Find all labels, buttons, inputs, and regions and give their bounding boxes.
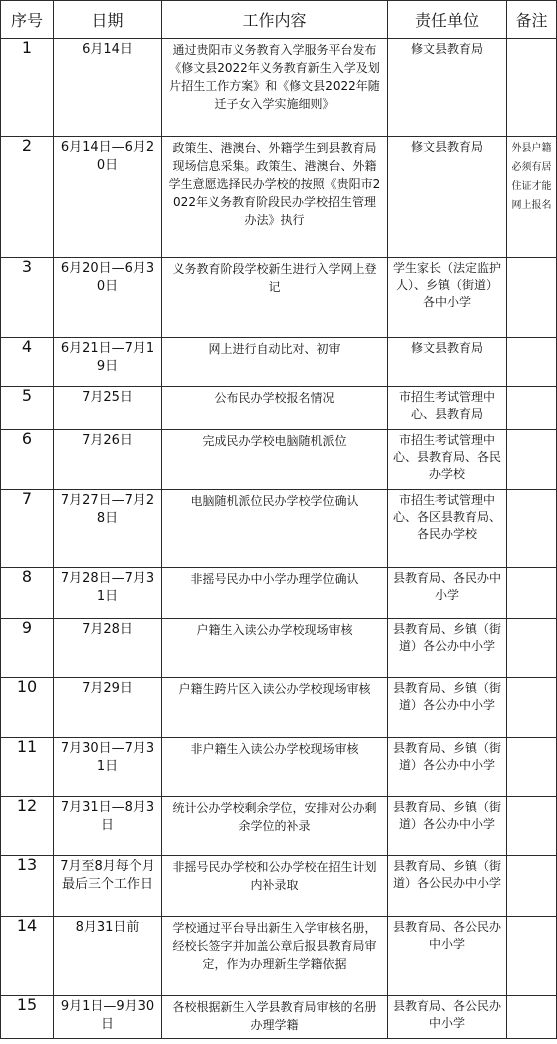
table-row bbox=[1, 387, 557, 430]
row-unit: 市招生考试管理中心、县教育局 bbox=[388, 387, 507, 430]
row-date: 7月31日—8月3日 bbox=[54, 797, 162, 856]
row-content: 户籍生跨片区入读公办学校现场审核 bbox=[162, 678, 388, 738]
header-seq: 序号 bbox=[1, 1, 54, 39]
row-unit: 县教育局、乡镇（街道）各公办中小学 bbox=[388, 738, 507, 797]
row-unit: 修文县教育局 bbox=[388, 137, 507, 258]
row-content: 统计公办学校剩余学位，安排对公办剩余学位的补录 bbox=[162, 797, 388, 856]
row-seq: 11 bbox=[1, 738, 54, 797]
row-date: 7月至8月每个月最后三个工作日 bbox=[54, 856, 162, 917]
row-note bbox=[507, 996, 557, 1039]
row-date: 6月14日 bbox=[54, 39, 162, 137]
table-row bbox=[1, 738, 557, 797]
row-content: 户籍生入读公办学校现场审核 bbox=[162, 619, 388, 678]
row-date: 7月30日—7月31日 bbox=[54, 738, 162, 797]
row-date: 7月26日 bbox=[54, 430, 162, 490]
row-note bbox=[507, 738, 557, 797]
row-content: 义务教育阶段学校新生进行入学网上登记 bbox=[162, 258, 388, 338]
row-content: 公布民办学校报名情况 bbox=[162, 387, 388, 430]
row-unit: 县教育局、各公民办中小学 bbox=[388, 996, 507, 1039]
row-note bbox=[507, 430, 557, 490]
row-seq: 8 bbox=[1, 568, 54, 619]
row-unit: 市招生考试管理中心、各区县教育局、各民办学校 bbox=[388, 490, 507, 568]
row-content: 政策生、港澳台、外籍学生到县教育局现场信息采集。政策生、港澳台、外籍学生意愿选择民办学校的按照《贵阳市2022年义务教育阶段民办学校招生管理办法》执行 bbox=[162, 137, 388, 258]
row-note bbox=[507, 917, 557, 996]
row-content: 各校根据新生入学县教育局审核的名册办理学籍 bbox=[162, 996, 388, 1039]
table-row bbox=[1, 917, 557, 996]
row-content: 电脑随机派位民办学校学位确认 bbox=[162, 490, 388, 568]
row-date: 6月14日—6月20日 bbox=[54, 137, 162, 258]
header-note: 备注 bbox=[507, 1, 557, 39]
table-row bbox=[1, 856, 557, 917]
row-seq: 6 bbox=[1, 430, 54, 490]
row-seq: 2 bbox=[1, 137, 54, 258]
row-unit: 市招生考试管理中心、县教育局、各民办学校 bbox=[388, 430, 507, 490]
table-row bbox=[1, 39, 557, 137]
row-date: 7月29日 bbox=[54, 678, 162, 738]
table-row bbox=[1, 678, 557, 738]
row-date: 7月27日—7月28日 bbox=[54, 490, 162, 568]
row-content: 非户籍生入读公办学校现场审核 bbox=[162, 738, 388, 797]
row-content: 非摇号民办中小学办理学位确认 bbox=[162, 568, 388, 619]
table-row bbox=[1, 490, 557, 568]
row-content: 网上进行自动比对、初审 bbox=[162, 338, 388, 387]
row-unit: 县教育局、各民办中小学 bbox=[388, 568, 507, 619]
row-note bbox=[507, 338, 557, 387]
table-row bbox=[1, 430, 557, 490]
row-content: 学校通过平台导出新生入学审核名册，经校长签字并加盖公章后报县教育局审定，作为办理新生学籍依据 bbox=[162, 917, 388, 996]
row-unit: 县教育局、乡镇（街道）各公办中小学 bbox=[388, 678, 507, 738]
row-note bbox=[507, 568, 557, 619]
row-content: 非摇号民办学校和公办学校在招生计划内补录取 bbox=[162, 856, 388, 917]
row-date: 6月21日—7月19日 bbox=[54, 338, 162, 387]
row-unit: 县教育局、各公民办中小学 bbox=[388, 917, 507, 996]
table-row bbox=[1, 619, 557, 678]
table-row bbox=[1, 338, 557, 387]
row-seq: 10 bbox=[1, 678, 54, 738]
row-date: 7月28日—7月31日 bbox=[54, 568, 162, 619]
row-note bbox=[507, 797, 557, 856]
row-unit: 学生家长（法定监护人）、乡镇（街道）各中小学 bbox=[388, 258, 507, 338]
row-date: 6月20日—6月30日 bbox=[54, 258, 162, 338]
table-row bbox=[1, 568, 557, 619]
row-date: 7月28日 bbox=[54, 619, 162, 678]
row-seq: 15 bbox=[1, 996, 54, 1039]
row-note bbox=[507, 258, 557, 338]
row-unit: 修文县教育局 bbox=[388, 39, 507, 137]
row-note bbox=[507, 856, 557, 917]
header-content: 工作内容 bbox=[162, 1, 388, 39]
row-note bbox=[507, 619, 557, 678]
row-unit: 县教育局、乡镇（街道）各公民办中小学 bbox=[388, 856, 507, 917]
row-content: 通过贵阳市义务教育入学服务平台发布《修文县2022年义务教育新生入学及划片招生工作方案》和《修文县2022年随迁子女入学实施细则》 bbox=[162, 39, 388, 137]
row-seq: 7 bbox=[1, 490, 54, 568]
header-date: 日期 bbox=[54, 1, 162, 39]
table-header-row bbox=[1, 1, 557, 39]
row-content: 完成民办学校电脑随机派位 bbox=[162, 430, 388, 490]
row-note: 外县户籍必须有居住证才能网上报名 bbox=[507, 137, 557, 258]
row-date: 9月1日—9月30日 bbox=[54, 996, 162, 1039]
row-seq: 14 bbox=[1, 917, 54, 996]
row-unit: 修文县教育局 bbox=[388, 338, 507, 387]
table-row bbox=[1, 258, 557, 338]
table-row bbox=[1, 797, 557, 856]
row-date: 7月25日 bbox=[54, 387, 162, 430]
row-seq: 3 bbox=[1, 258, 54, 338]
row-note bbox=[507, 490, 557, 568]
row-note bbox=[507, 39, 557, 137]
row-seq: 12 bbox=[1, 797, 54, 856]
row-unit: 县教育局、乡镇（街道）各公办中小学 bbox=[388, 619, 507, 678]
row-seq: 1 bbox=[1, 39, 54, 137]
table-row bbox=[1, 137, 557, 258]
row-seq: 9 bbox=[1, 619, 54, 678]
row-seq: 4 bbox=[1, 338, 54, 387]
table-row bbox=[1, 996, 557, 1039]
row-note bbox=[507, 387, 557, 430]
row-seq: 13 bbox=[1, 856, 54, 917]
row-note bbox=[507, 678, 557, 738]
row-unit: 县教育局、乡镇（街道）各公办中小学 bbox=[388, 797, 507, 856]
row-date: 8月31日前 bbox=[54, 917, 162, 996]
header-unit: 责任单位 bbox=[388, 1, 507, 39]
row-seq: 5 bbox=[1, 387, 54, 430]
